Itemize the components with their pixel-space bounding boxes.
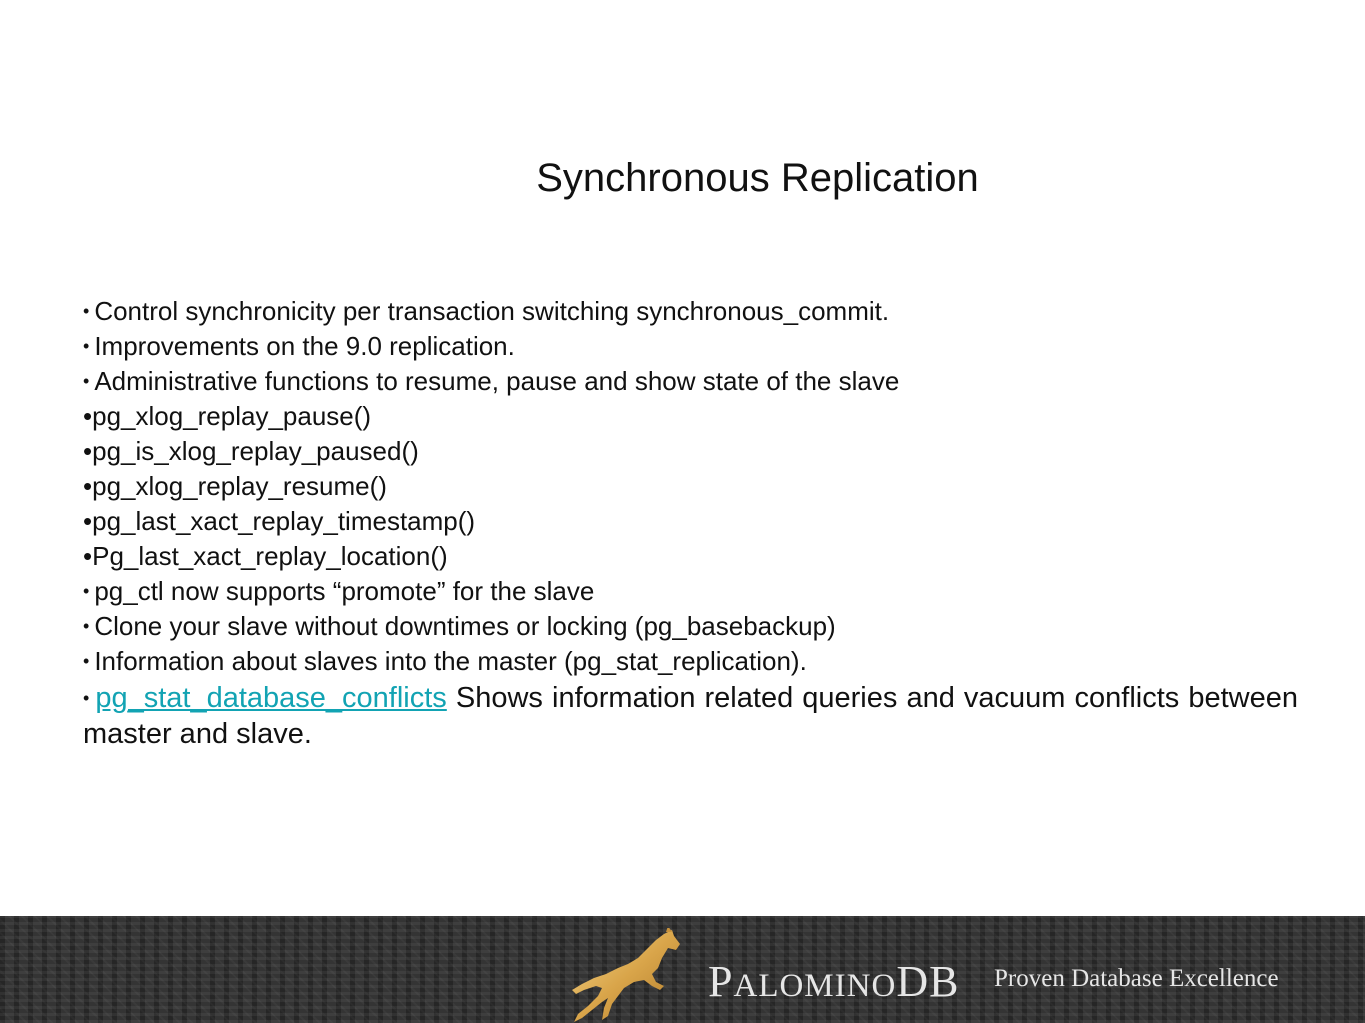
list-item [83, 680, 1298, 752]
bullet-text: pg_xlog_replay_resume() [92, 471, 387, 501]
bullet-text: pg_ctl now supports “promote” for the slave [94, 576, 595, 606]
palominodb-brand: PALOMINODB [708, 957, 960, 1006]
list-item [83, 574, 1298, 609]
tagline: Proven Database Excellence [994, 965, 1279, 992]
bullet-marker: • [83, 301, 95, 321]
list-item [83, 434, 1298, 469]
list-item [83, 504, 1298, 539]
pg-stat-database-conflicts-link[interactable]: pg_stat_database_conflicts [95, 682, 447, 714]
bullet-marker: • [83, 471, 93, 501]
bullet-text: Pg_last_xact_replay_location() [92, 541, 448, 571]
bullet-marker: • [83, 581, 95, 601]
bullet-marker: • [83, 436, 93, 466]
footer-band [0, 916, 1365, 1023]
bullet-text: Information about slaves into the master (pg_stat_replication). [94, 646, 807, 676]
list-item [83, 539, 1298, 574]
bullet-marker: • [83, 401, 93, 431]
bullet-marker: • [83, 688, 96, 708]
bullet-text: pg_is_xlog_replay_paused() [92, 436, 419, 466]
list-item [83, 469, 1298, 504]
slide-title: Synchronous Replication [536, 156, 979, 200]
list-item [83, 364, 1298, 399]
bullet-marker: • [83, 651, 95, 671]
bullet-text: Shows information related queries and vacuum conflicts between master and slave. [83, 682, 1298, 750]
bullet-text: pg_last_xact_replay_timestamp() [92, 506, 476, 536]
bullet-marker: • [83, 506, 93, 536]
list-item [83, 294, 1298, 329]
list-item [83, 609, 1298, 644]
bullet-list [83, 294, 1298, 752]
horse-icon [568, 928, 683, 1023]
bullet-marker: • [83, 541, 93, 571]
list-item [83, 399, 1298, 434]
bullet-text: Improvements on the 9.0 replication. [94, 331, 515, 361]
bullet-marker: • [83, 371, 95, 391]
list-item [83, 329, 1298, 364]
bullet-marker: • [83, 336, 95, 356]
bullet-text: Control synchronicity per transaction switching synchronous_commit. [94, 296, 890, 326]
list-item [83, 644, 1298, 679]
bullet-text: pg_xlog_replay_pause() [92, 401, 372, 431]
bullet-marker: • [83, 616, 95, 636]
bullet-text: Administrative functions to resume, pause and show state of the slave [94, 366, 900, 396]
bullet-text: Clone your slave without downtimes or locking (pg_basebackup) [94, 611, 836, 641]
